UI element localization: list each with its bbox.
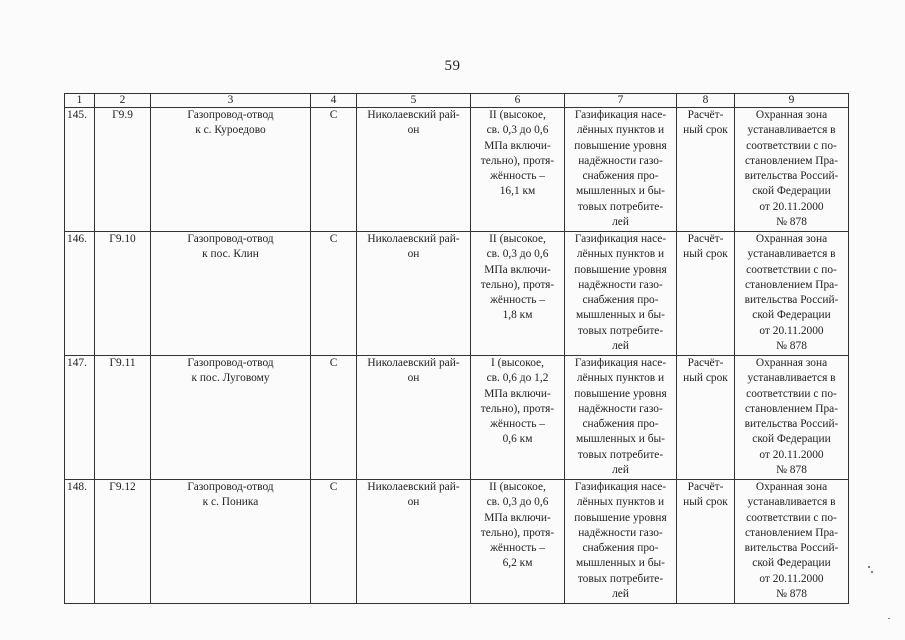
parameters: II (высокое, св. 0,3 до 0,6 МПа включи- тельно), протя- жённость – 6,2 км <box>471 480 565 604</box>
column-header-6: 6 <box>471 94 565 108</box>
purpose: Газификация насе- лённых пунктов и повышение уровня надёжности газо- снабжения про- мышленных и бы- товых потребите- лей <box>565 480 677 604</box>
object-name: Газопровод-отвод к с. Поника <box>151 480 311 604</box>
purpose: Газификация насе- лённых пунктов и повышение уровня надёжности газо- снабжения про- мышленных и бы- товых потребите- лей <box>565 356 677 480</box>
parameters: II (высокое, св. 0,3 до 0,6 МПа включи- тельно), протя- жённость – 16,1 км <box>471 108 565 232</box>
scan-speck <box>888 618 890 619</box>
column-header-9: 9 <box>735 94 849 108</box>
district: Николаевский рай- он <box>357 356 471 480</box>
object-name: Газопровод-отвод к пос. Клин <box>151 232 311 356</box>
term: Расчёт- ный срок <box>677 232 735 356</box>
object-type: С <box>311 480 357 604</box>
district: Николаевский рай- он <box>357 232 471 356</box>
table-row <box>65 480 849 604</box>
parameters: II (высокое, св. 0,3 до 0,6 МПа включи- тельно), протя- жённость – 1,8 км <box>471 232 565 356</box>
table-row <box>65 108 849 232</box>
row-number: 147. <box>65 356 95 480</box>
term: Расчёт- ный срок <box>677 480 735 604</box>
object-type: С <box>311 356 357 480</box>
district: Николаевский рай- он <box>357 108 471 232</box>
purpose: Газификация насе- лённых пунктов и повышение уровня надёжности газо- снабжения про- мышленных и бы- товых потребите- лей <box>565 108 677 232</box>
column-header-5: 5 <box>357 94 471 108</box>
protection-zone: Охранная зона устанавливается в соответствии с по- становлением Пра- вительства Россий- ской Федерации от 20.11.2000 № 878 <box>735 356 849 480</box>
page-number: 59 <box>444 58 461 74</box>
column-header-8: 8 <box>677 94 735 108</box>
parameters: I (высокое, св. 0,6 до 1,2 МПа включи- тельно), протя- жённость – 0,6 км <box>471 356 565 480</box>
column-header-2: 2 <box>95 94 151 108</box>
row-number: 145. <box>65 108 95 232</box>
object-code: Г9.12 <box>95 480 151 604</box>
protection-zone: Охранная зона устанавливается в соответствии с по- становлением Пра- вительства Россий- ской Федерации от 20.11.2000 № 878 <box>735 232 849 356</box>
scan-speck <box>871 571 873 573</box>
object-code: Г9.9 <box>95 108 151 232</box>
protection-zone: Охранная зона устанавливается в соответствии с по- становлением Пра- вительства Россий- ской Федерации от 20.11.2000 № 878 <box>735 108 849 232</box>
object-name: Газопровод-отвод к пос. Луговому <box>151 356 311 480</box>
object-type: С <box>311 108 357 232</box>
column-header-7: 7 <box>565 94 677 108</box>
row-number: 146. <box>65 232 95 356</box>
pipeline-table <box>64 93 849 604</box>
purpose: Газификация насе- лённых пунктов и повышение уровня надёжности газо- снабжения про- мышленных и бы- товых потребите- лей <box>565 232 677 356</box>
table-row <box>65 356 849 480</box>
row-number: 148. <box>65 480 95 604</box>
scan-speck <box>868 566 870 568</box>
object-code: Г9.10 <box>95 232 151 356</box>
object-code: Г9.11 <box>95 356 151 480</box>
object-name: Газопровод-отвод к с. Куроедово <box>151 108 311 232</box>
term: Расчёт- ный срок <box>677 356 735 480</box>
object-type: С <box>311 232 357 356</box>
column-header-1: 1 <box>65 94 95 108</box>
term: Расчёт- ный срок <box>677 108 735 232</box>
column-header-3: 3 <box>151 94 311 108</box>
protection-zone: Охранная зона устанавливается в соответствии с по- становлением Пра- вительства Россий- ской Федерации от 20.11.2000 № 878 <box>735 480 849 604</box>
column-header-4: 4 <box>311 94 357 108</box>
header-row <box>65 94 849 108</box>
table-row <box>65 232 849 356</box>
district: Николаевский рай- он <box>357 480 471 604</box>
